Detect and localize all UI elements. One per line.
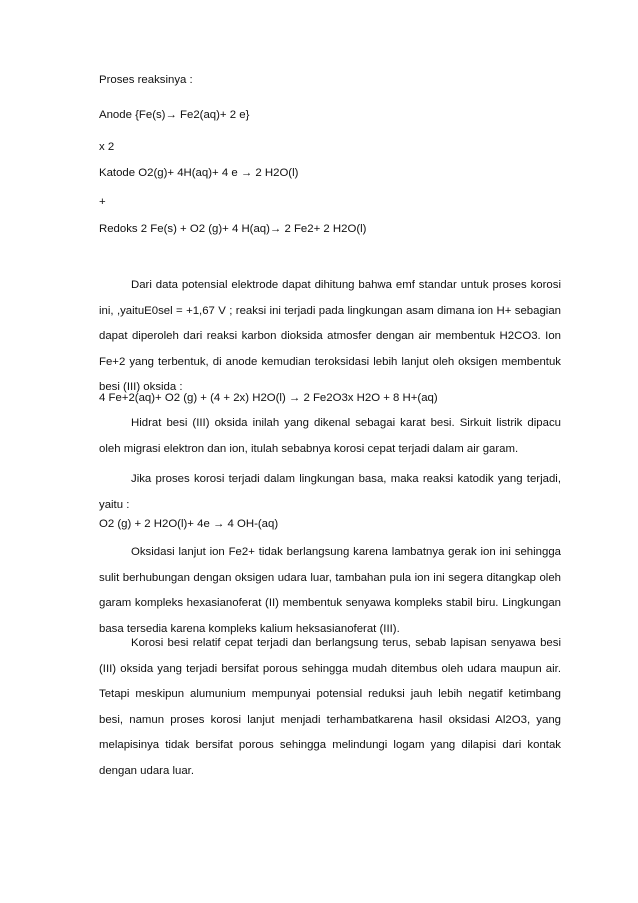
- paragraph-oxidation-text: Oksidasi lanjut ion Fe2+ tidak berlangsung karena lambatnya gerak ion ini sehingga sulit berhubungan dengan oksigen udara luar, tambahan pula ion ini segera ditangkap oleh garam kompleks hexasianoferat (II) membentuk senyawa kompleks stabil biru. Lingkungan basa tersedia karena kompleks kalium heksasianoferat (III).: [99, 546, 561, 635]
- basic-equation: O2 (g) + 2 H2O(l)+ 4e → 4 OH-(aq): [99, 518, 279, 530]
- paragraph-basic-env-text: Jika proses korosi terjadi dalam lingkungan basa, maka reaksi katodik yang terjadi, yaitu :: [99, 473, 561, 511]
- anode-reaction: Anode {Fe(s)→ Fe2(aq)+ 2 e}: [99, 109, 250, 121]
- redox-reaction: Redoks 2 Fe(s) + O2 (g)+ 4 H(aq)→ 2 Fe2+ 2 H2O(l): [99, 223, 367, 235]
- paragraph-rust-text: Hidrat besi (III) oksida inilah yang dikenal sebagai karat besi. Sirkuit listrik dipacu oleh migrasi elektron dan ion, itulah sebabnya korosi cepat terjadi dalam air garam.: [99, 417, 561, 455]
- rust-equation: 4 Fe+2(aq)+ O2 (g) + (4 + 2x) H2O(l) → 2 Fe2O3x H2O + 8 H+(aq): [99, 392, 438, 404]
- paragraph-corrosion: [99, 631, 561, 785]
- plus-sign: +: [99, 196, 106, 208]
- paragraph-basic-env: [99, 467, 561, 518]
- paragraph-potential: [99, 273, 561, 401]
- paragraph-oxidation: [99, 540, 561, 642]
- paragraph-corrosion-text: Korosi besi relatif cepat terjadi dan berlangsung terus, sebab lapisan senyawa besi (III) oksida yang terjadi bersifat porous sehingga mudah ditembus oleh udara maupun air. Tetapi meskipun alumunium mempunyai potensial reduksi jauh lebih negatif ketimbang besi, namun proses korosi lanjut menjadi terhambatkarena hasil oksidasi Al2O3, yang melapisinya tidak bersifat porous sehingga melindungi logam yang dilapisi dari kontak dengan udara luar.: [99, 637, 561, 777]
- cathode-reaction: Katode O2(g)+ 4H(aq)+ 4 e → 2 H2O(l): [99, 167, 299, 179]
- anode-multiplier: x 2: [99, 141, 115, 153]
- reaction-heading: Proses reaksinya :: [99, 74, 193, 86]
- paragraph-rust: [99, 411, 561, 462]
- paragraph-potential-text: Dari data potensial elektrode dapat dihitung bahwa emf standar untuk proses korosi ini, ,yaituE0sel = +1,67 V ; reaksi ini terjadi pada lingkungan asam dimana ion H+ sebagian dapat diperoleh dari reaksi karbon dioksida atmosfer dengan air membentuk H2CO3. Ion Fe+2 yang terbentuk, di anode kemudian teroksidasi lebih lanjut oleh oksigen membentuk besi (III) oksida :: [99, 279, 561, 394]
